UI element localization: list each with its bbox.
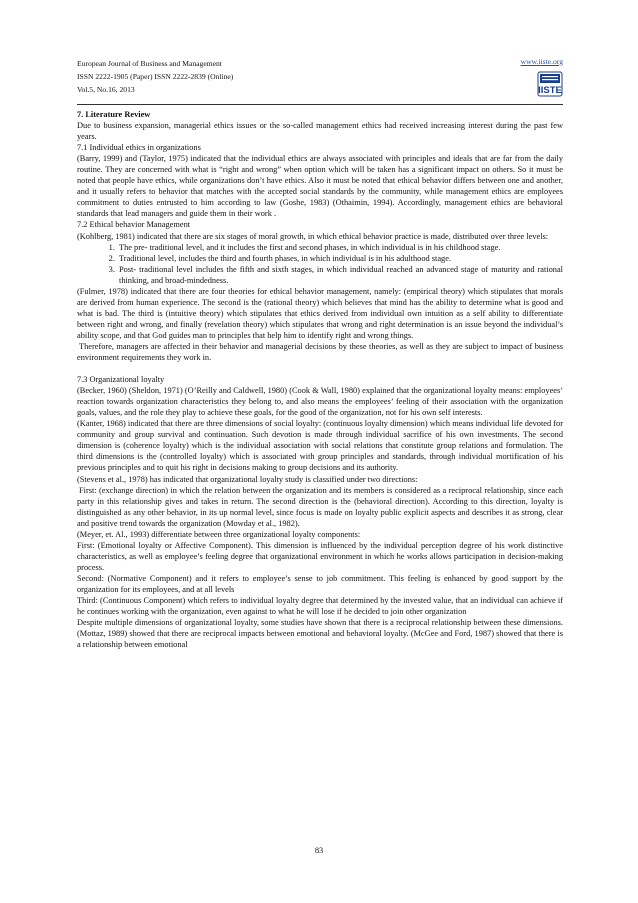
becker-paragraph: (Becker, 1960) (Sheldon, 1971) (O’Reilly and Caldwell, 1980) (Cook & Wall, 1980) explained that the organizational loyalty means: employees’ reaction towards organization characteristics they belong to, and also means the employees’ feeling of their association with the organization goals, values, and the role they play to achieve these goals, for the good of the organization, not for his own self interests. <box>77 386 563 418</box>
continuous-component-paragraph: Third: (Continuous Component) which refers to individual loyalty degree that determined by the invested value, that an individual can achieve if he continues working with the organization, even against to what he will lose if he decided to join other organization <box>77 596 563 617</box>
journal-website-link[interactable]: www.iiste.org <box>520 57 563 66</box>
subsection-7-3-title: 7.3 Organizational loyalty <box>77 375 165 385</box>
intro-paragraph: Due to business expansion, managerial ethics issues or the so-called management ethics had received increasing interest during the past few years. <box>77 121 563 142</box>
despite-paragraph: Despite multiple dimensions of organizational loyalty, some studies have shown that there is a reciprocal relationship between these dimensions. (Mottaz, 1989) showed that there are reciprocal impacts between emotional and behavioral loyalty. (McGee and Ford, 1987) showed that there is a relationship between emotional <box>77 618 563 650</box>
journal-volume: Vol.5, No.16, 2013 <box>77 85 135 94</box>
list-item: 1. The pre- traditional level, and it includes the first and second phases, in which individual is in his childhood stage. <box>117 242 563 253</box>
page-header <box>77 57 563 103</box>
exchange-direction-paragraph: First: (exchange direction) in which the relation between the organization and its members is considered as a reciprocal relationship, since each party in this relationship gives and takes in return. The second direction is the (behavioral direction). According to this direction, loyalty is distinguished as any other behavior, in its up normal level, since focus is made on loyalty public explicit aspects and describes it as strong, clear and positive trend towards the organization (Mowday et al., 1982). <box>77 485 563 528</box>
meyer-paragraph: (Meyer, et. Al., 1993) differentiate between three organizational loyalty components: <box>77 529 361 539</box>
normative-component-paragraph: Second: (Normative Component) and it refers to employee’s sense to job commitment. This feeling is enhanced by good support by the organization for its employees, and at all levels <box>77 573 563 594</box>
list-item: 3. Post- traditional level includes the fifth and sixth stages, in which individual reached an advanced stage of maturity and rational thinking, and broad-mindedness. <box>117 264 563 286</box>
iiste-logo <box>537 71 563 97</box>
fulmer-paragraph: (Fulmer, 1978) indicated that there are four theories for ethical behavior management, namely: (empirical theory) which stipulates that morals are derived from human experience. The second is the (rational theory) which believes that mind has the ability to determine what is good and what is bad. The third is (intuitive theory) which stipulates that ethics derived from individual own intuition as a self ability to differentiate between right and wrong, and finally (revelation theory) which stipulates that wrong and right determination is an issue beyond the individual’s ability scope, and that God guides man to principles that help him to identify right and wrong things. <box>77 286 563 340</box>
subsection-7-2-title: 7.2 Ethical behavior Management <box>77 220 191 230</box>
page-number: 83 <box>314 846 324 855</box>
list-item: 2. Traditional level, includes the third and fourth phases, in which individual is in his adulthood stage. <box>117 253 563 264</box>
logo-text: IISTE <box>538 85 562 96</box>
subsection-7-1-paragraph: (Barry, 1999) and (Taylor, 1975) indicated that the individual ethics are always associated with principles and ideals that are far from the daily routine. They are concerned with what is “right and wrong” when option which will be taken has a significant impact on others. So it must be noted that people have ethics, while organizations don’t have ethics. Also it must be noted that ethical behavior differs between one and another, and it usually refers to behavior that matches with the accepted social standards by the community, while management ethics are employees commitment to duties entrusted to him according to law (Goshe, 1983) (Othaimin, 1994). Accordingly, management ethics are behavioral standards that lead managers and guide them in their work . <box>77 154 563 219</box>
kanter-paragraph: (Kanter, 1968) indicated that there are three dimensions of social loyalty: (continuous loyalty dimension) which means individual life devoted for community and group survival and continuation. Such devotion is made through individual sacrifice of his own investments. The second dimension is (coherence loyalty) which is the individual association with social relations that constitute group relations and formulation. The third dimensions is the (controlled loyalty) which is associated with group principles and standards, through individual mortification of his previous principles and to quit his right in decisions making to group decisions and its authority. <box>77 419 563 473</box>
kohlberg-paragraph: (Kohlberg, 1981) indicated that there are six stages of moral growth, in which ethical behavior practice is made, distributed over three levels: <box>77 231 549 241</box>
journal-issn: ISSN 2222-1905 (Paper) ISSN 2222-2839 (Online) <box>77 72 234 81</box>
stevens-paragraph: (Stevens et al., 1978) has indicated that organizational loyalty study is classified under two directions: <box>77 474 418 484</box>
subsection-7-1-title: 7.1 Individual ethics in organizations <box>77 143 201 153</box>
emotional-component-paragraph: First: (Emotional loyalty or Affective Component). This dimension is influenced by the individual perception degree of his work distinctive characteristics, as well as employee’s feeling degree that organizational environment in which he works allows participation in decision-making process. <box>77 540 563 572</box>
header-divider <box>77 104 563 105</box>
journal-name: European Journal of Business and Management <box>77 59 222 68</box>
article-body <box>77 109 563 650</box>
section-heading: 7. Literature Review <box>77 110 151 119</box>
paragraph-gap <box>77 363 563 374</box>
therefore-paragraph: Therefore, managers are affected in their behavior and managerial decisions by these theories, as well as they are subject to impact of business environment requirements they work in. <box>77 341 563 363</box>
moral-levels-list <box>77 242 563 286</box>
